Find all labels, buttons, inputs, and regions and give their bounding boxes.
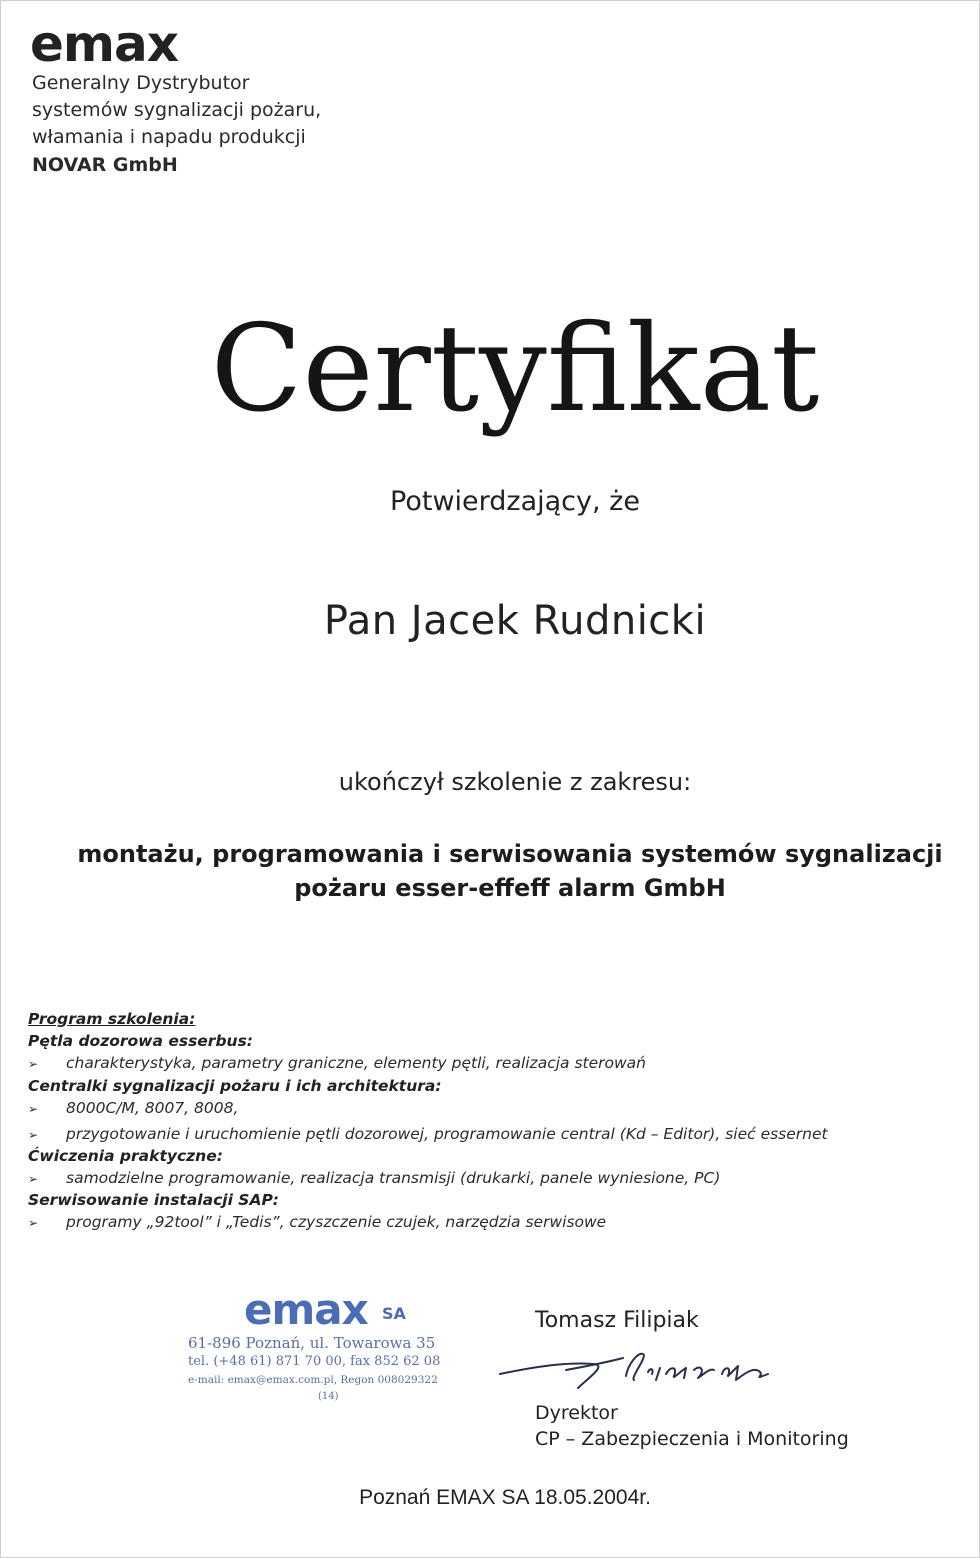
program-item [28, 1212, 606, 1234]
arrow-bullet-icon: ➢ [28, 1172, 39, 1186]
stamp-emax-logo: emax [244, 1285, 368, 1334]
arrow-bullet-icon: ➢ [28, 1102, 39, 1116]
course-line-2: pożaru esser-effeff alarm GmbH [294, 874, 726, 902]
handwritten-signature [498, 1344, 788, 1394]
signer-role: Dyrektor [535, 1402, 618, 1424]
header-line-systems: systemów sygnalizacji pożaru, [32, 99, 322, 121]
emax-logo: emax [30, 15, 179, 73]
header-line-distributor: Generalny Dystrybutor [32, 72, 250, 94]
stamp-sa-suffix: SA [382, 1304, 406, 1323]
certificate-title: Certyfikat [210, 300, 820, 439]
program-item-text: programy „92tool” i „Tedis”, czyszczenie czujek, narzędzia serwisowe [66, 1213, 607, 1231]
program-item [28, 1124, 828, 1146]
place-date: Poznań EMAX SA 18.05.2004r. [359, 1486, 651, 1509]
program-section-title: Serwisowanie instalacji SAP: [28, 1191, 280, 1209]
course-line-1: montażu, programowania i serwisowania systemów sygnalizacji [77, 840, 943, 868]
program-section-title: Centralki sygnalizacji pożaru i ich architektura: [28, 1077, 442, 1095]
stamp-phone: tel. (+48 61) 871 70 00, fax 852 62 08 [188, 1354, 441, 1369]
arrow-bullet-icon: ➢ [28, 1128, 39, 1142]
stamp-number: (14) [318, 1391, 339, 1402]
header-line-intrusion: włamania i napadu produkcji [32, 126, 306, 148]
signer-name: Tomasz Filipiak [535, 1308, 699, 1333]
program-section-title: Ćwiczenia praktyczne: [28, 1147, 223, 1165]
confirm-text: Potwierdzający, że [390, 486, 640, 517]
stamp-address: 61-896 Poznań, ul. Towarowa 35 [188, 1334, 436, 1352]
program-section-title: Pętla dozorowa esserbus: [28, 1032, 254, 1050]
program-item-text: charakterystyka, parametry graniczne, elementy pętli, realizacja sterowań [66, 1054, 646, 1072]
completed-text: ukończył szkolenie z zakresu: [338, 768, 692, 796]
program-item-text: samodzielne programowanie, realizacja transmisji (drukarki, panele wyniesione, PC) [66, 1169, 721, 1187]
arrow-bullet-icon: ➢ [28, 1216, 39, 1230]
program-item [28, 1053, 646, 1075]
program-item-text: przygotowanie i uruchomienie pętli dozorowej, programowanie central (Kd – Editor), sieć essernet [66, 1125, 828, 1143]
program-heading: Program szkolenia: [28, 1010, 196, 1028]
signer-department: CP – Zabezpieczenia i Monitoring [535, 1428, 849, 1450]
header-line-novar: NOVAR GmbH [32, 154, 178, 176]
program-item [28, 1168, 720, 1190]
program-item [28, 1098, 238, 1120]
recipient-name: Pan Jacek Rudnicki [323, 598, 707, 644]
program-item-text: 8000C/M, 8007, 8008, [66, 1099, 239, 1117]
stamp-email: e-mail: emax@emax.com.pl, Regon 008029322 [188, 1374, 438, 1386]
arrow-bullet-icon: ➢ [28, 1057, 39, 1071]
